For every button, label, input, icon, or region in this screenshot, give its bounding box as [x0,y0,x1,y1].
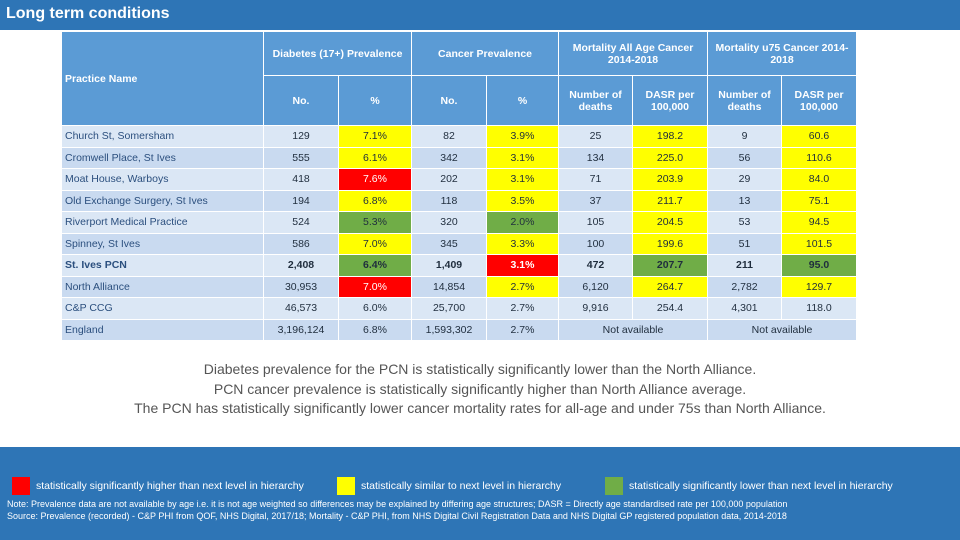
diabetes-pct-cell: 6.4% [339,255,412,277]
diabetes-no-cell: 194 [264,190,339,212]
cancer-no-cell: 1,593,302 [412,319,487,341]
mort-all-dasr-cell: 198.2 [633,126,708,148]
cancer-pct-cell: 3.3% [487,233,559,255]
mort-all-dasr-cell: 225.0 [633,147,708,169]
legend-label-lower: statistically significantly lower than next level in hierarchy [629,480,893,492]
diabetes-no-cell: 2,408 [264,255,339,277]
mort-u75-dasr-cell: 129.7 [782,276,857,298]
cancer-pct-cell: 3.1% [487,255,559,277]
legend-item-higher [12,475,304,497]
mort-u75-dasr-cell: 101.5 [782,233,857,255]
mort-all-deaths-header: Number of deaths [559,76,633,126]
cancer-pct-cell: 3.1% [487,169,559,191]
mort-u75-deaths-cell: 53 [708,212,782,234]
cancer-pct-cell: 3.9% [487,126,559,148]
mort-u75-dasr-cell: 60.6 [782,126,857,148]
cancer-no-header: No. [412,76,487,126]
summary-line-cancer-prevalence: PCN cancer prevalence is statistically significantly higher than North Alliance average. [213,380,747,397]
cancer-pct-cell: 3.1% [487,147,559,169]
cancer-no-cell: 202 [412,169,487,191]
long-term-conditions-table [61,31,857,341]
diabetes-pct-cell: 7.6% [339,169,412,191]
table-row [62,147,857,169]
page-title: Long term conditions [6,5,170,22]
mort-all-deaths-cell: 472 [559,255,633,277]
mort-u75-deaths-cell: 9 [708,126,782,148]
diabetes-pct-cell: 7.0% [339,276,412,298]
table-row [62,233,857,255]
mort-u75-deaths-cell: 51 [708,233,782,255]
mort-u75-deaths-cell: 4,301 [708,298,782,320]
diabetes-pct-cell: 7.0% [339,233,412,255]
table-row [62,319,857,341]
cancer-pct-cell: 2.7% [487,276,559,298]
source-note: Source: Prevalence (recorded) - C&P PHI from QOF, NHS Digital, 2017/18; Mortality - C&P PHI, from NHS Digital Civil Registration Data and NHS Digital GP registered population data, 2014-2018 [7,511,787,521]
summary-line-mortality: The PCN has statistically significantly lower cancer mortality rates for all-age and under 75s than North Alliance. [134,400,826,416]
practice-name-cell: Riverport Medical Practice [62,212,264,234]
mort-all-dasr-cell: 264.7 [633,276,708,298]
mort-u75-not-available-cell: Not available [708,319,857,341]
diabetes-pct-cell: 6.8% [339,190,412,212]
practice-name-cell: Church St, Somersham [62,126,264,148]
cancer-pct-cell: 2.0% [487,212,559,234]
mort-u75-dasr-cell: 94.5 [782,212,857,234]
diabetes-no-cell: 418 [264,169,339,191]
footer-legend-bar [0,447,960,540]
mort-all-dasr-cell: 203.9 [633,169,708,191]
mort-all-deaths-cell: 9,916 [559,298,633,320]
practice-name-cell: Cromwell Place, St Ives [62,147,264,169]
cancer-pct-cell: 3.5% [487,190,559,212]
mort-all-dasr-cell: 211.7 [633,190,708,212]
diabetes-pct-header: % [339,76,412,126]
table-row [62,169,857,191]
cancer-no-cell: 1,409 [412,255,487,277]
mort-all-deaths-cell: 37 [559,190,633,212]
cancer-no-cell: 25,700 [412,298,487,320]
mort-all-deaths-cell: 100 [559,233,633,255]
diabetes-no-cell: 586 [264,233,339,255]
mort-u75-dasr-header: DASR per 100,000 [782,76,857,126]
diabetes-pct-cell: 6.1% [339,147,412,169]
table-row [62,190,857,212]
table-row [62,126,857,148]
diabetes-no-cell: 524 [264,212,339,234]
practice-name-header: Practice Name [62,32,264,126]
legend-label-higher: statistically significantly higher than next level in hierarchy [36,480,304,492]
practice-name-cell: North Alliance [62,276,264,298]
cancer-pct-cell: 2.7% [487,298,559,320]
summary-line-diabetes: Diabetes prevalence for the PCN is statistically significantly lower than the North Alliance. [203,361,757,377]
cancer-no-cell: 320 [412,212,487,234]
mort-all-dasr-cell: 207.7 [633,255,708,277]
mort-u75-deaths-cell: 13 [708,190,782,212]
footnote: Note: Prevalence data are not available by age i.e. it is not age weighted so differences may be explained by differing age structures; DASR = Directly age standardised rate per 100,000 population [7,499,788,509]
cancer-no-cell: 118 [412,190,487,212]
diabetes-no-cell: 555 [264,147,339,169]
practice-name-cell: Old Exchange Surgery, St Ives [62,190,264,212]
practice-name-cell: C&P CCG [62,298,264,320]
mort-all-deaths-cell: 105 [559,212,633,234]
diabetes-pct-cell: 6.0% [339,298,412,320]
cancer-pct-cell: 2.7% [487,319,559,341]
yellow-swatch-icon [337,477,355,495]
table-row [62,298,857,320]
data-table-container [61,31,856,343]
diabetes-pct-cell: 7.1% [339,126,412,148]
red-swatch-icon [12,477,30,495]
legend-item-lower [605,475,893,497]
table-row-pcn [62,255,857,277]
diabetes-no-cell: 3,196,124 [264,319,339,341]
cancer-no-cell: 82 [412,126,487,148]
mort-all-dasr-cell: 204.5 [633,212,708,234]
practice-name-cell: St. Ives PCN [62,255,264,277]
mort-u75-deaths-cell: 29 [708,169,782,191]
table-row [62,276,857,298]
mort-u75-deaths-header: Number of deaths [708,76,782,126]
mort-u75-dasr-cell: 75.1 [782,190,857,212]
mort-all-not-available-cell: Not available [559,319,708,341]
mort-all-deaths-cell: 134 [559,147,633,169]
mort-u75-dasr-cell: 95.0 [782,255,857,277]
practice-name-cell: Spinney, St Ives [62,233,264,255]
cancer-no-cell: 345 [412,233,487,255]
mort-u75-dasr-cell: 84.0 [782,169,857,191]
mort-u75-deaths-cell: 2,782 [708,276,782,298]
mort-u75-dasr-cell: 110.6 [782,147,857,169]
mortality-u75-header: Mortality u75 Cancer 2014-2018 [708,32,857,76]
mort-u75-deaths-cell: 56 [708,147,782,169]
mort-all-deaths-cell: 71 [559,169,633,191]
mort-all-dasr-cell: 254.4 [633,298,708,320]
diabetes-pct-cell: 6.8% [339,319,412,341]
mortality-all-age-header: Mortality All Age Cancer 2014-2018 [559,32,708,76]
diabetes-no-cell: 30,953 [264,276,339,298]
cancer-no-cell: 342 [412,147,487,169]
cancer-prevalence-header: Cancer Prevalence [412,32,559,76]
diabetes-no-cell: 46,573 [264,298,339,320]
legend-item-similar [337,475,561,497]
mort-all-deaths-cell: 6,120 [559,276,633,298]
diabetes-prevalence-header: Diabetes (17+) Prevalence [264,32,412,76]
practice-name-cell: Moat House, Warboys [62,169,264,191]
mort-all-deaths-cell: 25 [559,126,633,148]
cancer-no-cell: 14,854 [412,276,487,298]
summary-text [0,360,960,419]
green-swatch-icon [605,477,623,495]
diabetes-no-cell: 129 [264,126,339,148]
practice-name-cell: England [62,319,264,341]
legend-label-similar: statistically similar to next level in hierarchy [361,480,562,492]
diabetes-pct-cell: 5.3% [339,212,412,234]
mort-all-dasr-cell: 199.6 [633,233,708,255]
cancer-pct-header: % [487,76,559,126]
table-row [62,212,857,234]
mort-u75-deaths-cell: 211 [708,255,782,277]
mort-all-dasr-header: DASR per 100,000 [633,76,708,126]
diabetes-no-header: No. [264,76,339,126]
header-bar [0,0,960,30]
mort-u75-dasr-cell: 118.0 [782,298,857,320]
